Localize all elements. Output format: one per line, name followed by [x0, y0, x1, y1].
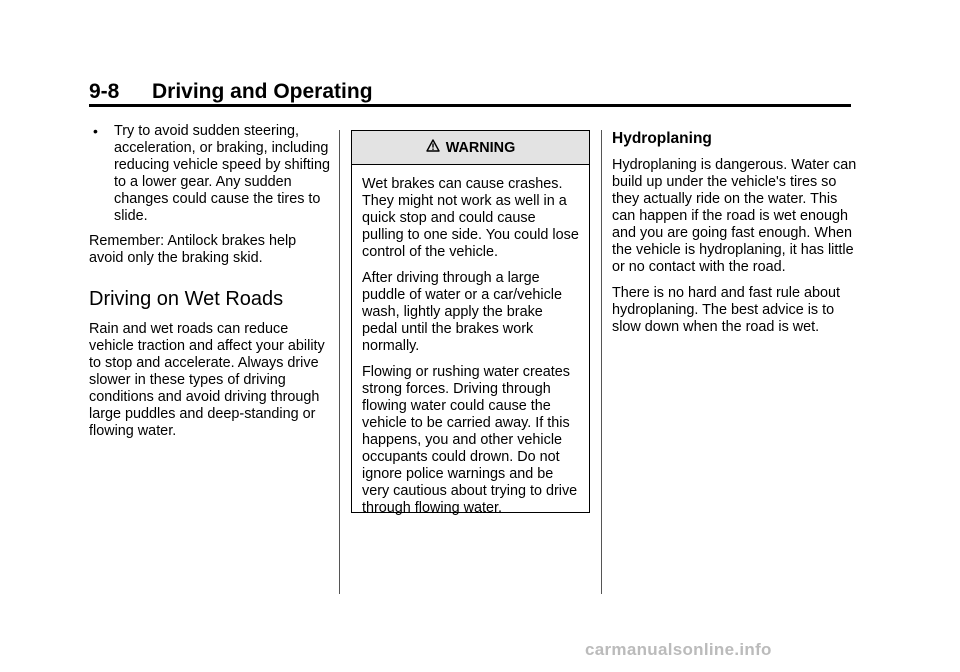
warning-body: [352, 165, 589, 517]
watermark: carmanualsonline.info: [585, 640, 772, 659]
warning-box: [351, 130, 590, 516]
bullet-text: Try to avoid sudden steering, acceleration, or braking, including reducing vehicle speed by shifting to a lower gear. Any sudden changes could cause the tires to slide.: [114, 123, 330, 224]
section-title: Driving and Operating: [152, 80, 373, 103]
warning-paragraph: Flowing or rushing water creates strong forces. Driving through flowing water could cause the vehicle to be carried away. If this happens, you and other vehicle occupants could drown. Do not ignore police warnings and be very cautious about trying to drive through flowing water.: [362, 364, 578, 516]
page-number: 9-8: [89, 80, 120, 103]
column-divider-left: [339, 130, 340, 594]
page-header: [89, 80, 851, 106]
section-heading-hydroplaning: Hydroplaning: [612, 130, 712, 147]
header-rule: [89, 104, 851, 107]
warning-triangle-icon: [426, 139, 440, 156]
hydroplaning-paragraph: Hydroplaning is dangerous. Water can build up under the vehicle's tires so they actually ride on the water. This can happen if the road is wet enough and you are going fast enough. When the vehicle is hydroplaning, it has little or no contact with the road.: [612, 157, 857, 275]
warning-header: [352, 131, 589, 165]
wet-roads-paragraph: Rain and wet roads can reduce vehicle traction and affect your ability to stop and accelerate. Always drive slower in these types of driving conditions and avoid driving through large puddles and deep-standing or flowing water.: [89, 321, 325, 439]
section-heading-wet-roads: Driving on Wet Roads: [89, 288, 284, 310]
column-divider-right: [601, 130, 602, 594]
hydroplaning-paragraph: There is no hard and fast rule about hydroplaning. The best advice is to slow down when the road is wet.: [612, 285, 840, 335]
column-right: [612, 130, 857, 345]
warning-paragraph: After driving through a large puddle of water or a car/vehicle wash, lightly apply the brake pedal until the brakes work normally.: [362, 270, 562, 354]
bullet-icon: •: [93, 123, 98, 139]
warning-title: WARNING: [445, 139, 516, 156]
remember-note: Remember: Antilock brakes help avoid only the braking skid.: [89, 233, 297, 266]
bullet-item: [89, 123, 334, 225]
warning-paragraph: Wet brakes can cause crashes. They might not work as well in a quick stop and could cause pulling to one side. You could lose control of the vehicle.: [362, 176, 579, 260]
column-left: [89, 123, 334, 449]
